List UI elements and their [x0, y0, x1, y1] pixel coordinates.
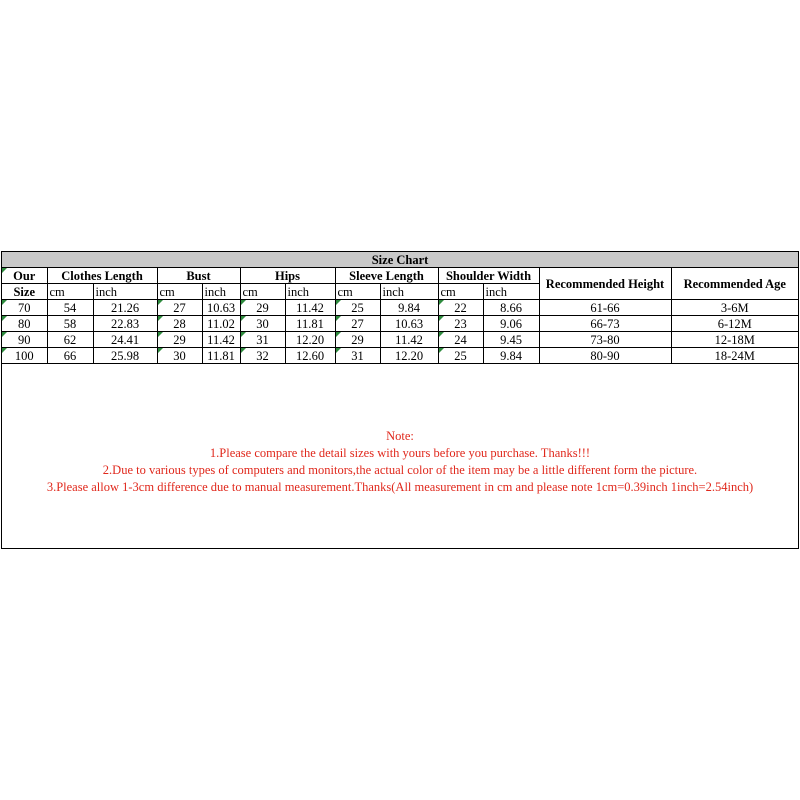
- header-our-size-line2: Size: [2, 284, 47, 300]
- cell-shoulder-inch: 9.45: [483, 332, 539, 348]
- table-row: [2, 316, 798, 332]
- cell-size: 100: [2, 348, 47, 364]
- cell-bust-inch: 11.02: [202, 316, 240, 332]
- header-our-size: [2, 268, 47, 284]
- header-bust: Bust: [157, 268, 240, 284]
- cell-size: 90: [2, 332, 47, 348]
- cell-hips-inch: 12.60: [285, 348, 335, 364]
- unit-cm: cm: [335, 284, 380, 300]
- cell-shoulder-cm: 24: [438, 332, 483, 348]
- header-recommended-height: Recommended Height: [539, 268, 671, 300]
- cell-bust-cm: 28: [157, 316, 202, 332]
- cell-sleeve-cm: 25: [335, 300, 380, 316]
- cell-clothes-cm: 62: [47, 332, 93, 348]
- unit-inch: inch: [285, 284, 335, 300]
- cell-clothes-cm: 54: [47, 300, 93, 316]
- unit-cm: cm: [47, 284, 93, 300]
- size-chart-frame: [1, 251, 799, 549]
- cell-height: 61-66: [539, 300, 671, 316]
- cell-shoulder-inch: 8.66: [483, 300, 539, 316]
- cell-bust-inch: 11.42: [202, 332, 240, 348]
- cell-size: 80: [2, 316, 47, 332]
- cell-sleeve-cm: 27: [335, 316, 380, 332]
- cell-shoulder-inch: 9.06: [483, 316, 539, 332]
- cell-clothes-inch: 25.98: [93, 348, 157, 364]
- unit-cm: cm: [438, 284, 483, 300]
- cell-shoulder-cm: 25: [438, 348, 483, 364]
- unit-cm: cm: [157, 284, 202, 300]
- cell-hips-inch: 11.81: [285, 316, 335, 332]
- size-chart-table: [2, 252, 798, 364]
- cell-shoulder-cm: 23: [438, 316, 483, 332]
- cell-age: 18-24M: [671, 348, 798, 364]
- table-row: [2, 332, 798, 348]
- cell-clothes-inch: 21.26: [93, 300, 157, 316]
- header-hips: Hips: [240, 268, 335, 284]
- cell-hips-inch: 11.42: [285, 300, 335, 316]
- note-line: 2.Due to various types of computers and monitors,the actual color of the item may be a little different form the picture.: [102, 463, 698, 477]
- cell-bust-inch: 11.81: [202, 348, 240, 364]
- cell-hips-cm: 32: [240, 348, 285, 364]
- cell-sleeve-cm: 31: [335, 348, 380, 364]
- header-recommended-age: Recommended Age: [671, 268, 798, 300]
- cell-height: 73-80: [539, 332, 671, 348]
- cell-bust-cm: 29: [157, 332, 202, 348]
- cell-bust-cm: 30: [157, 348, 202, 364]
- header-sleeve-length: Sleeve Length: [335, 268, 438, 284]
- cell-hips-cm: 30: [240, 316, 285, 332]
- note-heading: Note:: [386, 429, 414, 443]
- note-line: 1.Please compare the detail sizes with yours before you purchase. Thanks!!!: [209, 446, 591, 460]
- cell-bust-cm: 27: [157, 300, 202, 316]
- unit-inch: inch: [483, 284, 539, 300]
- title-row: [2, 252, 798, 268]
- cell-hips-inch: 12.20: [285, 332, 335, 348]
- header-clothes-length: Clothes Length: [47, 268, 157, 284]
- cell-sleeve-inch: 10.63: [380, 316, 438, 332]
- table-row: [2, 348, 798, 364]
- unit-cm: cm: [240, 284, 285, 300]
- cell-sleeve-cm: 29: [335, 332, 380, 348]
- cell-bust-inch: 10.63: [202, 300, 240, 316]
- cell-hips-cm: 31: [240, 332, 285, 348]
- cell-sleeve-inch: 11.42: [380, 332, 438, 348]
- header-row: [2, 268, 798, 284]
- table-row: [2, 300, 798, 316]
- header-shoulder-width: Shoulder Width: [438, 268, 539, 284]
- cell-sleeve-inch: 9.84: [380, 300, 438, 316]
- cell-shoulder-inch: 9.84: [483, 348, 539, 364]
- unit-inch: inch: [93, 284, 157, 300]
- cell-age: 3-6M: [671, 300, 798, 316]
- cell-clothes-cm: 58: [47, 316, 93, 332]
- cell-clothes-inch: 24.41: [93, 332, 157, 348]
- unit-inch: inch: [202, 284, 240, 300]
- cell-clothes-cm: 66: [47, 348, 93, 364]
- cell-sleeve-inch: 12.20: [380, 348, 438, 364]
- cell-hips-cm: 29: [240, 300, 285, 316]
- note-line: 3.Please allow 1-3cm difference due to manual measurement.Thanks(All measurement in cm and please note 1cm=0.39inch 1inch=2.54inch): [46, 480, 754, 494]
- cell-height: 66-73: [539, 316, 671, 332]
- notes-block: [2, 428, 798, 496]
- unit-inch: inch: [380, 284, 438, 300]
- cell-height: 80-90: [539, 348, 671, 364]
- cell-shoulder-cm: 22: [438, 300, 483, 316]
- header-our-size-line1: Our: [13, 268, 36, 283]
- table-title: Size Chart: [2, 252, 798, 268]
- cell-age: 6-12M: [671, 316, 798, 332]
- cell-clothes-inch: 22.83: [93, 316, 157, 332]
- cell-age: 12-18M: [671, 332, 798, 348]
- cell-size: 70: [2, 300, 47, 316]
